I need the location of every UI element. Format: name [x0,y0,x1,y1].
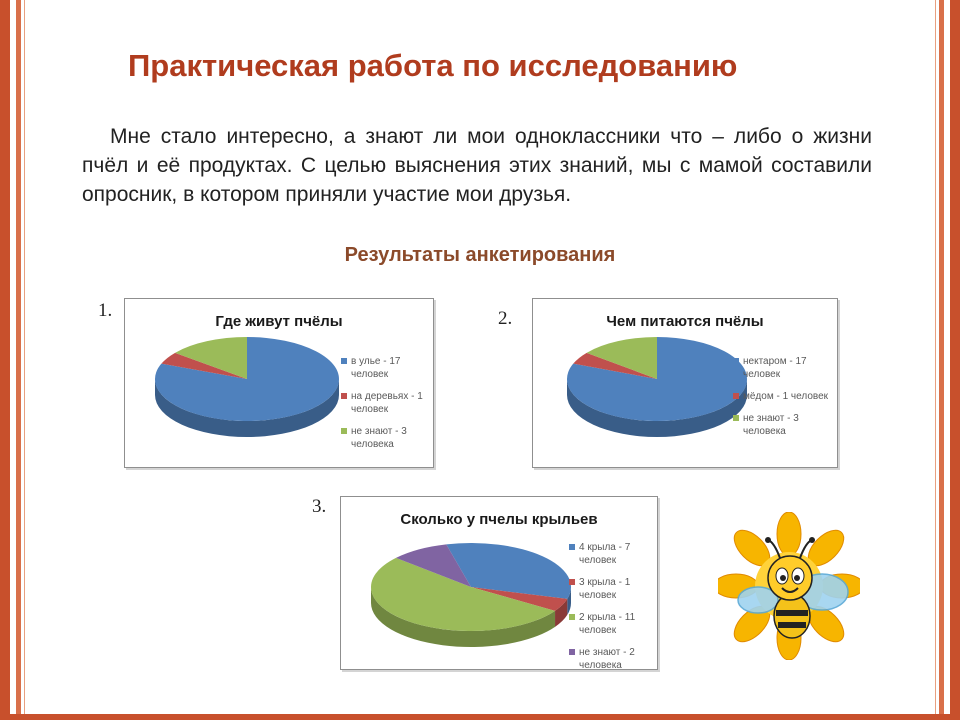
bee-mascot-icon [718,512,860,660]
legend-item [569,611,655,637]
legend-swatch [341,428,347,434]
right-border-stripe [939,0,944,720]
legend-item [341,355,429,381]
right-frame-line [935,0,936,720]
legend-item [569,576,655,602]
legend-label: 4 крыла - 7 человек [579,542,631,566]
left-frame-line [24,0,25,720]
legend-item [341,425,429,451]
chart-number-1: 1. [98,300,113,321]
legend-item [733,412,833,438]
legend-label: не знают - 3 человека [743,413,799,437]
chart-number-3: 3. [312,496,327,517]
results-title: Результаты анкетирования [344,244,616,266]
legend-swatch [569,649,575,655]
chart-title: Чем питаются пчёлы [606,313,764,330]
legend-item [341,390,429,416]
legend-swatch [733,358,739,364]
chart-how-many-wings [340,496,658,670]
legend-swatch [569,614,575,620]
slide-title: Практическая работа по исследованию [128,48,738,83]
legend-label: не знают - 3 человека [351,426,407,450]
legend-item [569,646,655,672]
legend-label: нектаром - 17 человек [743,356,807,380]
chart-legend [733,355,833,447]
bottom-border-bar [0,714,960,720]
legend-swatch [733,415,739,421]
chart-legend [569,541,655,681]
legend-swatch [341,358,347,364]
right-border-bar [950,0,960,720]
chart-number-2: 2. [498,308,513,329]
legend-label: 3 крыла - 1 человек [579,577,631,601]
legend-item [733,355,833,381]
intro-paragraph: Мне стало интересно, а знают ли мои одноклассники что – либо о жизни пчёл и её продуктах. С целью выяснения этих знаний, мы с мамой составили опросник, в котором приняли участие мои друзья. [82,125,872,206]
legend-label: на деревьях - 1 человек [351,391,423,415]
left-border-bar [0,0,10,720]
legend-label: не знают - 2 человека [579,647,635,671]
legend-swatch [341,393,347,399]
chart-where-bees-live [124,298,434,468]
chart-title: Сколько у пчелы крыльев [400,511,598,528]
left-border-stripe [16,0,21,720]
legend-label: в улье - 17 человек [351,356,401,380]
legend-swatch [569,579,575,585]
chart-what-bees-eat [532,298,838,468]
legend-swatch [733,393,739,399]
chart-title: Где живут пчёлы [215,313,343,330]
legend-label: 2 крыла - 11 человек [579,612,636,636]
legend-swatch [569,544,575,550]
legend-label: мёдом - 1 человек [743,391,829,402]
legend-item [569,541,655,567]
chart-legend [341,355,429,460]
legend-item [733,390,833,403]
